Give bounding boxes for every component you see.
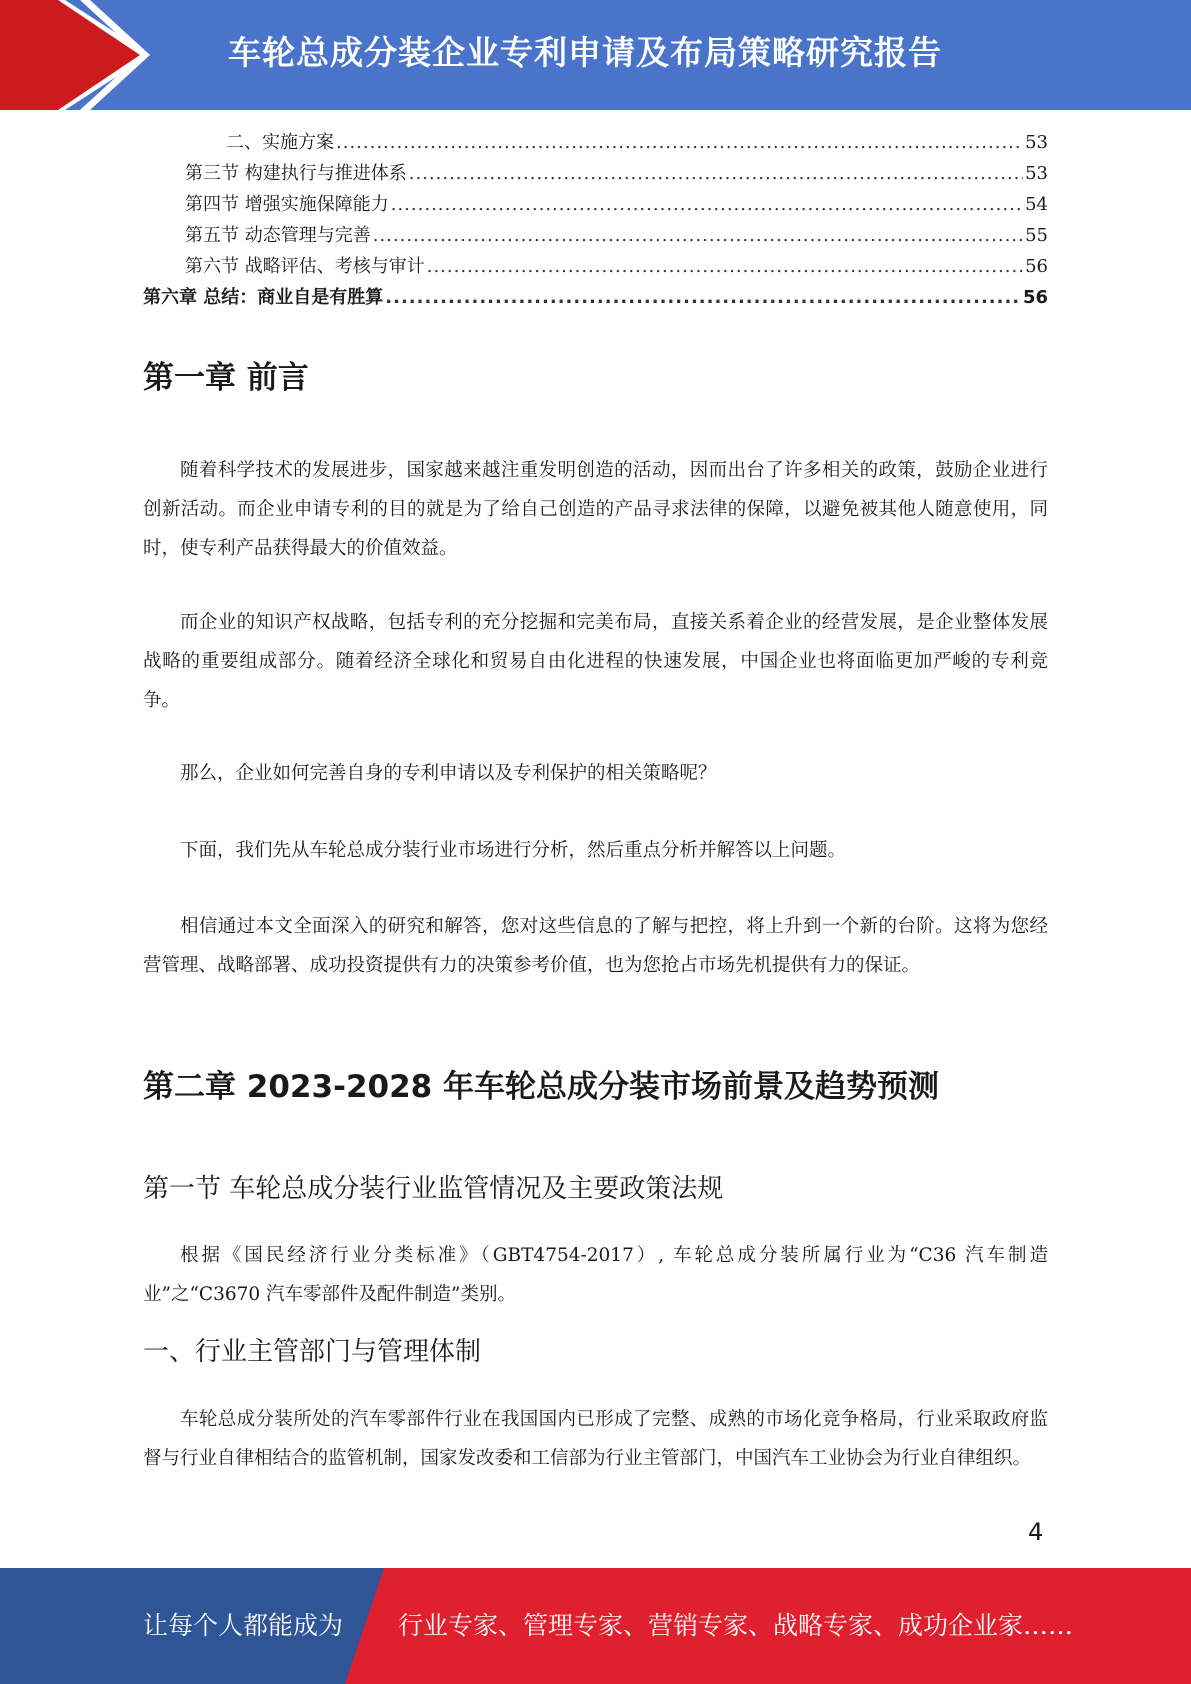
toc-entry-label: 第四节 增强实施保障能力 xyxy=(185,194,389,215)
toc-leader-dots xyxy=(427,256,1023,277)
toc-entry-label: 第六节 战略评估、考核与审计 xyxy=(185,256,425,277)
toc-entry-page: 56 xyxy=(1022,287,1048,308)
toc-entry-page: 54 xyxy=(1025,194,1048,215)
section-1-paragraph: 根据《国民经济行业分类标准》（GBT4754-2017）, 车轮总成分装所属行业为“C36 汽车制造业”之“C3670 汽车零部件及配件制造”类别。 xyxy=(143,1245,1048,1305)
footer-banner xyxy=(0,1568,1191,1684)
footer-slogan-left: 让每个人都能成为 xyxy=(143,1611,344,1640)
toc-entry-label: 第三节 构建执行与推进体系 xyxy=(185,163,407,184)
chapter-1-paragraph-2: 而企业的知识产权战略，包括专利的充分挖掘和完美布局，直接关系着企业的经营发展，是企业整体发展战略的重要组成部分。随着经济全球化和贸易自由化进程的快速发展，中国企业也将面临更加严峻的专利竞争。 xyxy=(143,612,1048,711)
chapter-2-heading: 第二章 2023-2028 年车轮总成分装市场前景及趋势预测 xyxy=(143,1069,940,1105)
toc-entry-page: 55 xyxy=(1025,225,1048,246)
toc-leader-dots xyxy=(409,163,1023,184)
subsection-1-paragraph: 车轮总成分装所处的汽车零部件行业在我国国内已形成了完整、成熟的市场化竞争格局，行业采取政府监督与行业自律相结合的监管机制，国家发改委和工信部为行业主管部门，中国汽车工业协会为行业自律组织。 xyxy=(143,1409,1048,1469)
toc-leader-dots xyxy=(373,225,1023,246)
header-banner xyxy=(0,0,1191,110)
page-number: 4 xyxy=(1028,1518,1044,1546)
chapter-1-paragraph-4: 下面，我们先从车轮总成分装行业市场进行分析，然后重点分析并解答以上问题。 xyxy=(180,840,847,861)
footer-slogan-right: 行业专家、管理专家、营销专家、战略专家、成功企业家…… xyxy=(398,1611,1074,1640)
chapter-1-paragraph-1: 随着科学技术的发展进步，国家越来越注重发明创造的活动，因而出台了许多相关的政策，鼓励企业进行创新活动。而企业申请专利的目的就是为了给自己创造的产品寻求法律的保障，以避免被其他人随意使用，同时，使专利产品获得最大的价值效益。 xyxy=(143,460,1048,559)
toc-entry[interactable] xyxy=(143,221,1048,252)
chapter-1-paragraph-5: 相信通过本文全面深入的研究和解答，您对这些信息的了解与把控，将上升到一个新的台阶。这将为您经营管理、战略部署、成功投资提供有力的决策参考价值，也为您抢占市场先机提供有力的保证。 xyxy=(143,916,1048,976)
toc-entry[interactable] xyxy=(143,252,1048,283)
toc-entry-label: 二、实施方案 xyxy=(226,132,334,153)
toc-leader-dots xyxy=(391,194,1023,215)
toc-entry-page: 53 xyxy=(1025,132,1048,153)
toc-entry-page: 53 xyxy=(1025,163,1048,184)
toc-entry-page: 56 xyxy=(1025,256,1048,277)
toc-entry[interactable] xyxy=(143,190,1048,221)
toc-entry[interactable] xyxy=(143,128,1048,159)
subsection-1-heading: 一、行业主管部门与管理体制 xyxy=(143,1337,482,1367)
toc-leader-dots xyxy=(385,287,1021,308)
report-title: 车轮总成分装企业专利申请及布局策略研究报告 xyxy=(228,33,942,72)
toc-entry[interactable] xyxy=(143,159,1048,190)
toc-entry-label: 第六章 总结：商业自是有胜算 xyxy=(143,287,384,308)
table-of-contents xyxy=(143,128,1048,314)
toc-entry-label: 第五节 动态管理与完善 xyxy=(185,225,371,246)
chapter-1-heading: 第一章 前言 xyxy=(143,360,309,396)
chapter-1-paragraph-3: 那么，企业如何完善自身的专利申请以及专利保护的相关策略呢？ xyxy=(180,763,717,784)
toc-leader-dots xyxy=(336,132,1023,153)
toc-entry-chapter[interactable] xyxy=(143,283,1048,314)
section-1-heading: 第一节 车轮总成分装行业监管情况及主要政策法规 xyxy=(143,1174,724,1204)
